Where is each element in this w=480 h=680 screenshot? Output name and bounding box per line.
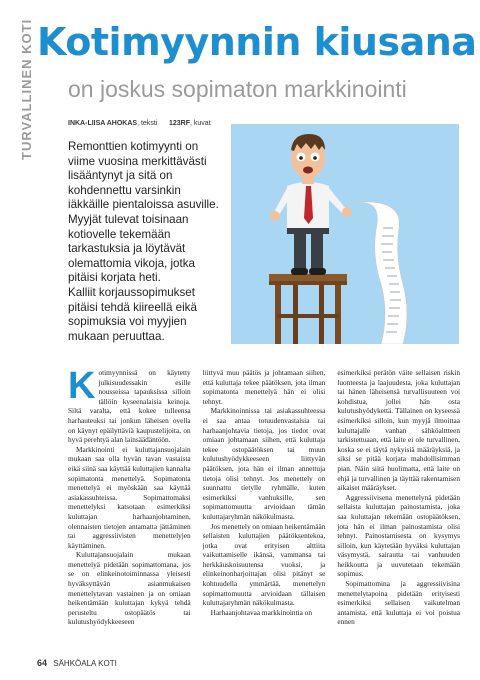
magazine-name: SÄHKÖALA KOTI [53,659,117,668]
body-paragraph: Sopimattomina ja aggressiivisina menettelytapoina pidetään erityisesti esimerkiksi sellaisen vaikutelman antamista, että kuluttaja ei voi poistua ennen [337,579,461,627]
body-paragraph [68,365,191,445]
article-illustration [231,124,459,344]
body-paragraph: liittyvä muu päätös ja johtamaan siihen, että kuluttaja tekee päätöksen, jota ilman sopimatonta menettelyä hän ei olisi tehnyt. [202,368,326,406]
worried-man-illustration [231,124,459,344]
page-footer [37,658,117,668]
body-paragraph: Markkinoinnissa tai asiakassuhteessa ei saa antaa totuudenvastaisia tai harhaanjohtavia tietoja, jos tiedot ovat omiaan johtamaan siihen, että kuluttaja tekee ostopäätöksen tai muun kulutushyödykkeeseen liittyvän päätöksen, jota hän ei ilman annettuja tietoja olisi tehnyt. Jos menettely on suunnattu tietylle ryhmälle, kuten esimerkiksi vanhuksille, sen sopimattomuutta arvioidaan tämän kuluttajaryhmän näkökulmasta. [202,406,326,521]
article-title: Kotimyynnin kiusana [37,20,477,64]
lead-paragraph [68,140,223,344]
body-column-3 [337,368,460,627]
body-paragraph: Harhaanjohtavaa markkinointia on [210,607,312,617]
article-subtitle: on joskus sopimaton markkinointi [68,76,407,102]
body-paragraph-text: otimyynnissä on käytetty julkisuudessakin esille nousseissa tapauksissa silloin tällöin kyseenalaisia keinoja. Siltä varalta, että kokee tulleensa harhauteuksi tai jonkun läheisen ovella on käynyt epäilyttäviä kaupustelijoita, on hyvä perehtyä alan lainsäädäntöön. [68,368,191,445]
drop-cap: K [68,365,96,407]
page-number: 64 [37,658,48,668]
body-paragraph: Markkinointi ei kuluttajansuojalain mukaan saa olla hyvän tavan vastaista eikä siinä saa käyttää kuluttajien kannalta sopimatonta menettelyä. Sopimatonta menettelyä ei myöskään saa käyttää asiakassuhteissa. Sopimattomaksi menettelyksi katsotaan esimerkiksi kuluttajan harhaanjohtaminen, olennaisten tietojen antamatta jättäminen tai aggressiivisten menettelyjen käyttäminen. [68,444,191,550]
body-paragraph: Jos menettely on omiaan heikentämään sellaisten kuluttajien päätöksentekoa, jotka ovat erityisen alttiita vaikuttamiselle ikänsä, vammansa tai herkkäuskoisuutensa vuoksi, ja elinkeinonharjoittajan olisi pitänyt se kohtuudella ymmärtää, menettelyn sopimattomuutta arvioidaan tällaisen kuluttajaryhmän näkökulmasta. [202,521,326,608]
photo-credit: 123RF [169,120,191,127]
author-role: , teksti [137,120,158,127]
body-paragraph: Kuluttajansuojalain mukaan menettelyä pidetään sopimattomana, jos se on elinkeinotoiminnassa yleisesti hyväksyttävän asianmukaisen menettelytavan vastainen ja on omiaan heikentämään kuluttajan kykyä tehdä perusteltu ostopäätös tai kulutushyödykkeeseen [68,550,191,627]
byline [68,120,211,127]
body-paragraph: Aggressiivisena menettelynä pidetään sellaista kuluttajan painostamista, joka saa kuluttajan tekemään ostopäätöksen, jota hän ei ilman painostamista olisi tehnyt. Painostamisesta on kysymys silloin, kun käytetään hyväksi kuluttajan väsymystä, sairautta tai vanhuuden heikkoutta ja uuvutetaan tekemään sopimus. [337,492,461,579]
lead-text-1: Remonttien kotimyynti on viime vuosina merkittävästi lisääntynyt ja sitä on kohdennettu varsinkin iäkkäille pientaloissa asuville. [68,140,219,212]
section-label-text: TURVALLINEN KOTI [19,18,34,160]
photo-role: , kuvat [190,120,211,127]
body-paragraph: esimerkiksi perätön väite sellaisen riskin luonteesta ja laajuudesta, joka kuluttajan tai hänen läheisensä turvallisuuteen voi kohdistua, jollei hän osta kulutushyödykettä. Tällainen on kyseessä esimerkiksi silloin, kun myyjä ilmoittaa kuluttajalle vanhan sähköalttteen tarkistettuaan, että laite ei ole turvallinen, koska se ei täytä nykyisiä määräyksiä, ja siksi se pitää korjata mahdollisimman pian. Näin siitä huolimatta, että laite on ehjä ja turvallinen ja täyttää rakentamisen aikaiset määräykset. [337,368,461,493]
lead-text-3: Kalliit korjaussopimukset pitäisi tehdä kiireellä eikä sopimuksia voi myyjien mukaan peruuttaa. [68,285,197,343]
lead-text-2: Myyjät tulevat toisinaan kotiovelle tekemään tarkastuksia ja löytävät olemattomia vikoja, jotka pitäisi korjata heti. [68,212,195,285]
author-name: INKA-LIISA AHOKAS [68,120,138,127]
article-body [68,365,461,627]
section-label [5,10,34,170]
body-column-2 [203,368,326,627]
body-column-1 [68,365,191,627]
